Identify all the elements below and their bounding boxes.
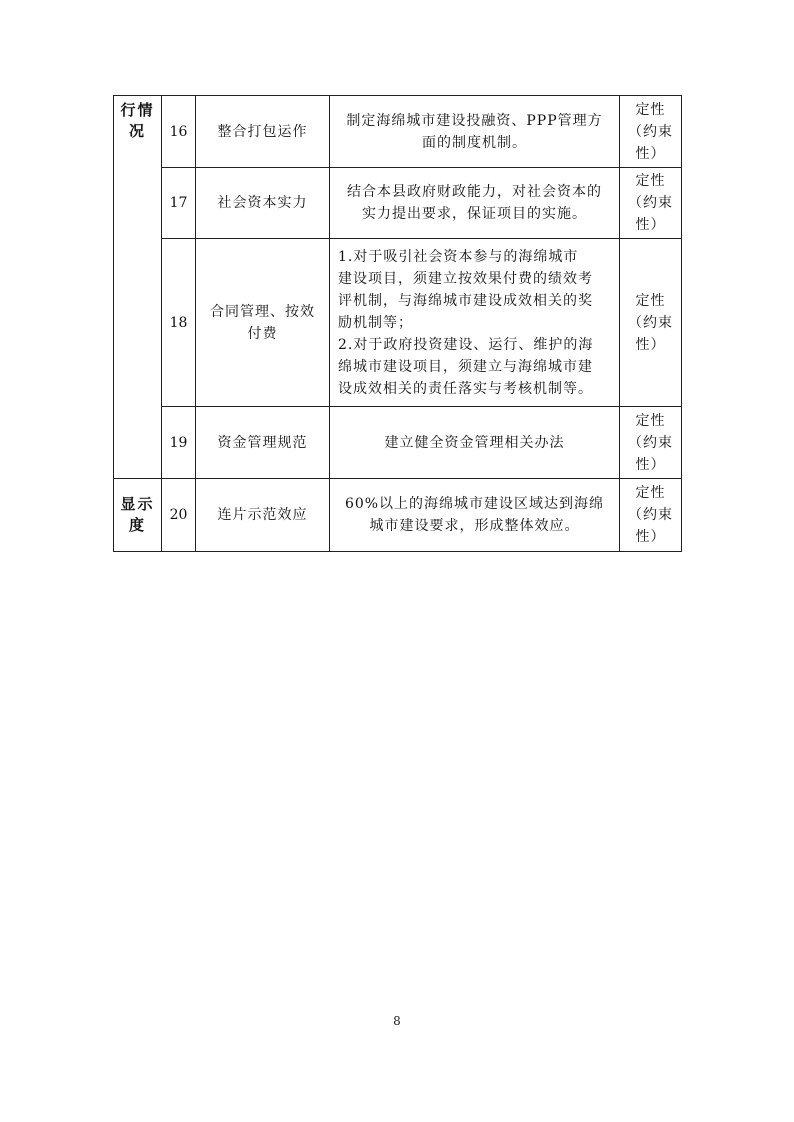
requirement-text: 设成效相关的责任落实与考核机制等。 [338, 380, 593, 397]
nature-cell [620, 168, 682, 239]
indicator-name-cell [196, 239, 330, 407]
nature-text: 性） [635, 217, 666, 233]
requirement-cell [330, 168, 620, 239]
nature-text: 定性 [635, 292, 666, 309]
nature-text: 定性 [635, 485, 666, 501]
row-number: 18 [162, 239, 196, 407]
indicator-name: 付费 [247, 325, 278, 342]
row-number: 20 [162, 479, 196, 552]
nature-text: （约束 [628, 195, 673, 211]
nature-text: 定性 [635, 101, 666, 118]
indicator-name-cell [196, 407, 330, 479]
row-number: 19 [162, 407, 196, 479]
requirement-text: 建设项目，须建立按效果付费的绩效考 [338, 270, 593, 287]
requirement-text: 绵城市建设项目，须建立与海绵城市建 [338, 358, 593, 375]
category-text: 显示 [120, 495, 155, 513]
requirement-cell [330, 479, 620, 552]
nature-cell [620, 239, 682, 407]
table-row [114, 96, 682, 168]
indicator-table [113, 95, 682, 552]
nature-cell [620, 96, 682, 168]
indicator-name-cell [196, 168, 330, 239]
requirement-text: 建立健全资金管理相关办法 [384, 434, 565, 451]
indicator-name: 社会资本实力 [217, 195, 308, 211]
nature-text: （约束 [628, 507, 673, 523]
requirement-text: 结合本县政府财政能力，对社会资本的 [347, 184, 602, 200]
requirement-text: 2.对于政府投资建设、运行、维护的海 [338, 336, 594, 353]
category-text: 况 [128, 122, 146, 140]
row-number: 17 [162, 168, 196, 239]
indicator-name-cell [196, 96, 330, 168]
nature-cell [620, 479, 682, 552]
nature-text: 性） [635, 336, 666, 353]
requirement-text: 1.对于吸引社会资本参与的海绵城市 [338, 248, 579, 265]
indicator-name: 连片示范效应 [217, 507, 308, 523]
requirement-cell [330, 96, 620, 168]
requirement-text: 面的制度机制。 [422, 134, 527, 151]
nature-text: 性） [635, 456, 666, 473]
requirement-text: 评机制，与海绵城市建设成效相关的奖 [338, 292, 593, 309]
category-cell [114, 96, 162, 479]
requirement-cell [330, 407, 620, 479]
nature-text: （约束 [628, 434, 673, 451]
requirement-text: 制定海绵城市建设投融资、PPP管理方 [346, 112, 603, 129]
requirement-text: 实力提出要求，保证项目的实施。 [362, 206, 587, 222]
category-text: 度 [128, 516, 146, 534]
table-row [114, 239, 682, 407]
category-cell [114, 479, 162, 552]
category-text: 行情 [120, 101, 155, 119]
requirement-text: 城市建设要求，形成整体效应。 [369, 518, 580, 534]
table-row [114, 407, 682, 479]
nature-text: 性） [635, 529, 666, 545]
nature-text: （约束 [628, 123, 673, 140]
indicator-name-cell [196, 479, 330, 552]
indicator-name: 资金管理规范 [217, 434, 308, 451]
indicator-name: 整合打包运作 [217, 123, 308, 140]
requirement-cell [330, 239, 620, 407]
nature-cell [620, 407, 682, 479]
nature-text: （约束 [628, 314, 673, 331]
row-number: 16 [162, 96, 196, 168]
requirement-text: 励机制等； [338, 314, 413, 331]
requirement-text: 60%以上的海绵城市建设区域达到海绵 [344, 496, 605, 512]
nature-text: 性） [635, 145, 666, 162]
table-row [114, 479, 682, 552]
nature-text: 定性 [635, 412, 666, 429]
page-number: 8 [393, 1014, 401, 1028]
nature-text: 定性 [635, 173, 666, 189]
indicator-name: 合同管理、按效 [210, 303, 315, 320]
table-row [114, 168, 682, 239]
